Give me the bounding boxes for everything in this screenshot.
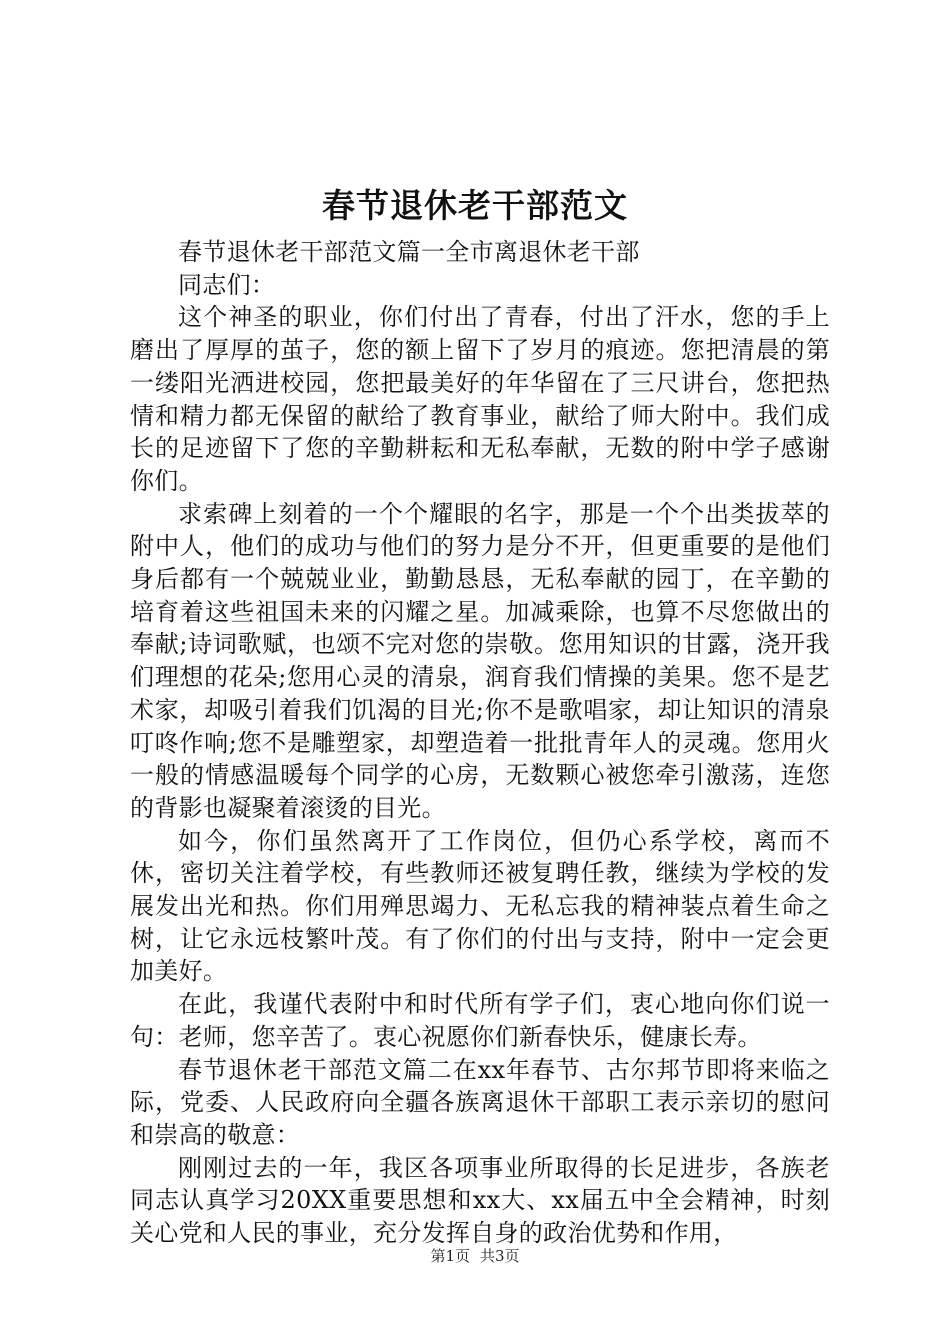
paragraph: 如今，你们虽然离开了工作岗位，但仍心系学校，离而不休，密切关注着学校，有些教师还被复聘任教，继续为学校的发展发出光和热。你们用殚思竭力、无私忘我的精神装点着生命之树，让它永远枝繁叶茂。有了你们的付出与支持，附中一定会更加美好。 [130,826,830,986]
paragraph: 在此，我谨代表附中和时代所有学子们，衷心地向你们说一句：老师，您辛苦了。衷心祝愿你们新春快乐，健康长寿。 [130,990,830,1051]
document-body [130,236,830,1250]
page-footer [0,1246,950,1266]
paragraph: 春节退休老干部范文篇二在xx年春节、古尔邦节即将来临之际，党委、人民政府向全疆各族离退休干部职工表示亲切的慰问和崇高的敬意： [130,1055,830,1149]
page-number-total: 共3页 [480,1247,520,1265]
paragraph: 刚刚过去的一年，我区各项事业所取得的长足进步，各族老同志认真学习20XX重要思想和xx大、xx届五中全会精神，时刻关心党和人民的事业，充分发挥自身的政治优势和作用， [130,1153,830,1248]
document-title: 春节退休老干部范文 [322,186,628,225]
paragraph: 春节退休老干部范文篇一全市离退休老干部 [178,238,640,266]
paragraph: 这个神圣的职业，你们付出了青春，付出了汗水，您的手上磨出了厚厚的茧子，您的额上留下了岁月的痕迹。您把清晨的第一缕阳光洒进校园，您把最美好的年华留在了三尺讲台，您把热情和精力都无保留的献给了教育事业，献给了师大附中。我们成长的足迹留下了您的辛勤耕耘和无私奉献，无数的附中学子感谢你们。 [130,303,830,495]
page-number-current: 第1页 [430,1247,470,1265]
paragraph: 求索碑上刻着的一个个耀眼的名字，那是一个个出类拔萃的附中人，他们的成功与他们的努力是分不开，但更重要的是他们身后都有一个兢兢业业，勤勤恳恳，无私奉献的园丁，在辛勤的培育着这些祖国未来的闪耀之星。加减乘除，也算不尽您做出的奉献;诗词歌赋，也颂不完对您的崇敬。您用知识的甘露，浇开我们理想的花朵;您用心灵的清泉，润育我们情操的美果。您不是艺术家，却吸引着我们饥渴的目光;你不是歌唱家，却让知识的清泉叮咚作响;您不是雕塑家，却塑造着一批批青年人的灵魂。您用火一般的情感温暖每个同学的心房，无数颗心被您牵引激荡，连您的背影也凝聚着滚烫的目光。 [130,499,830,822]
paragraph: 同志们： [178,270,276,299]
